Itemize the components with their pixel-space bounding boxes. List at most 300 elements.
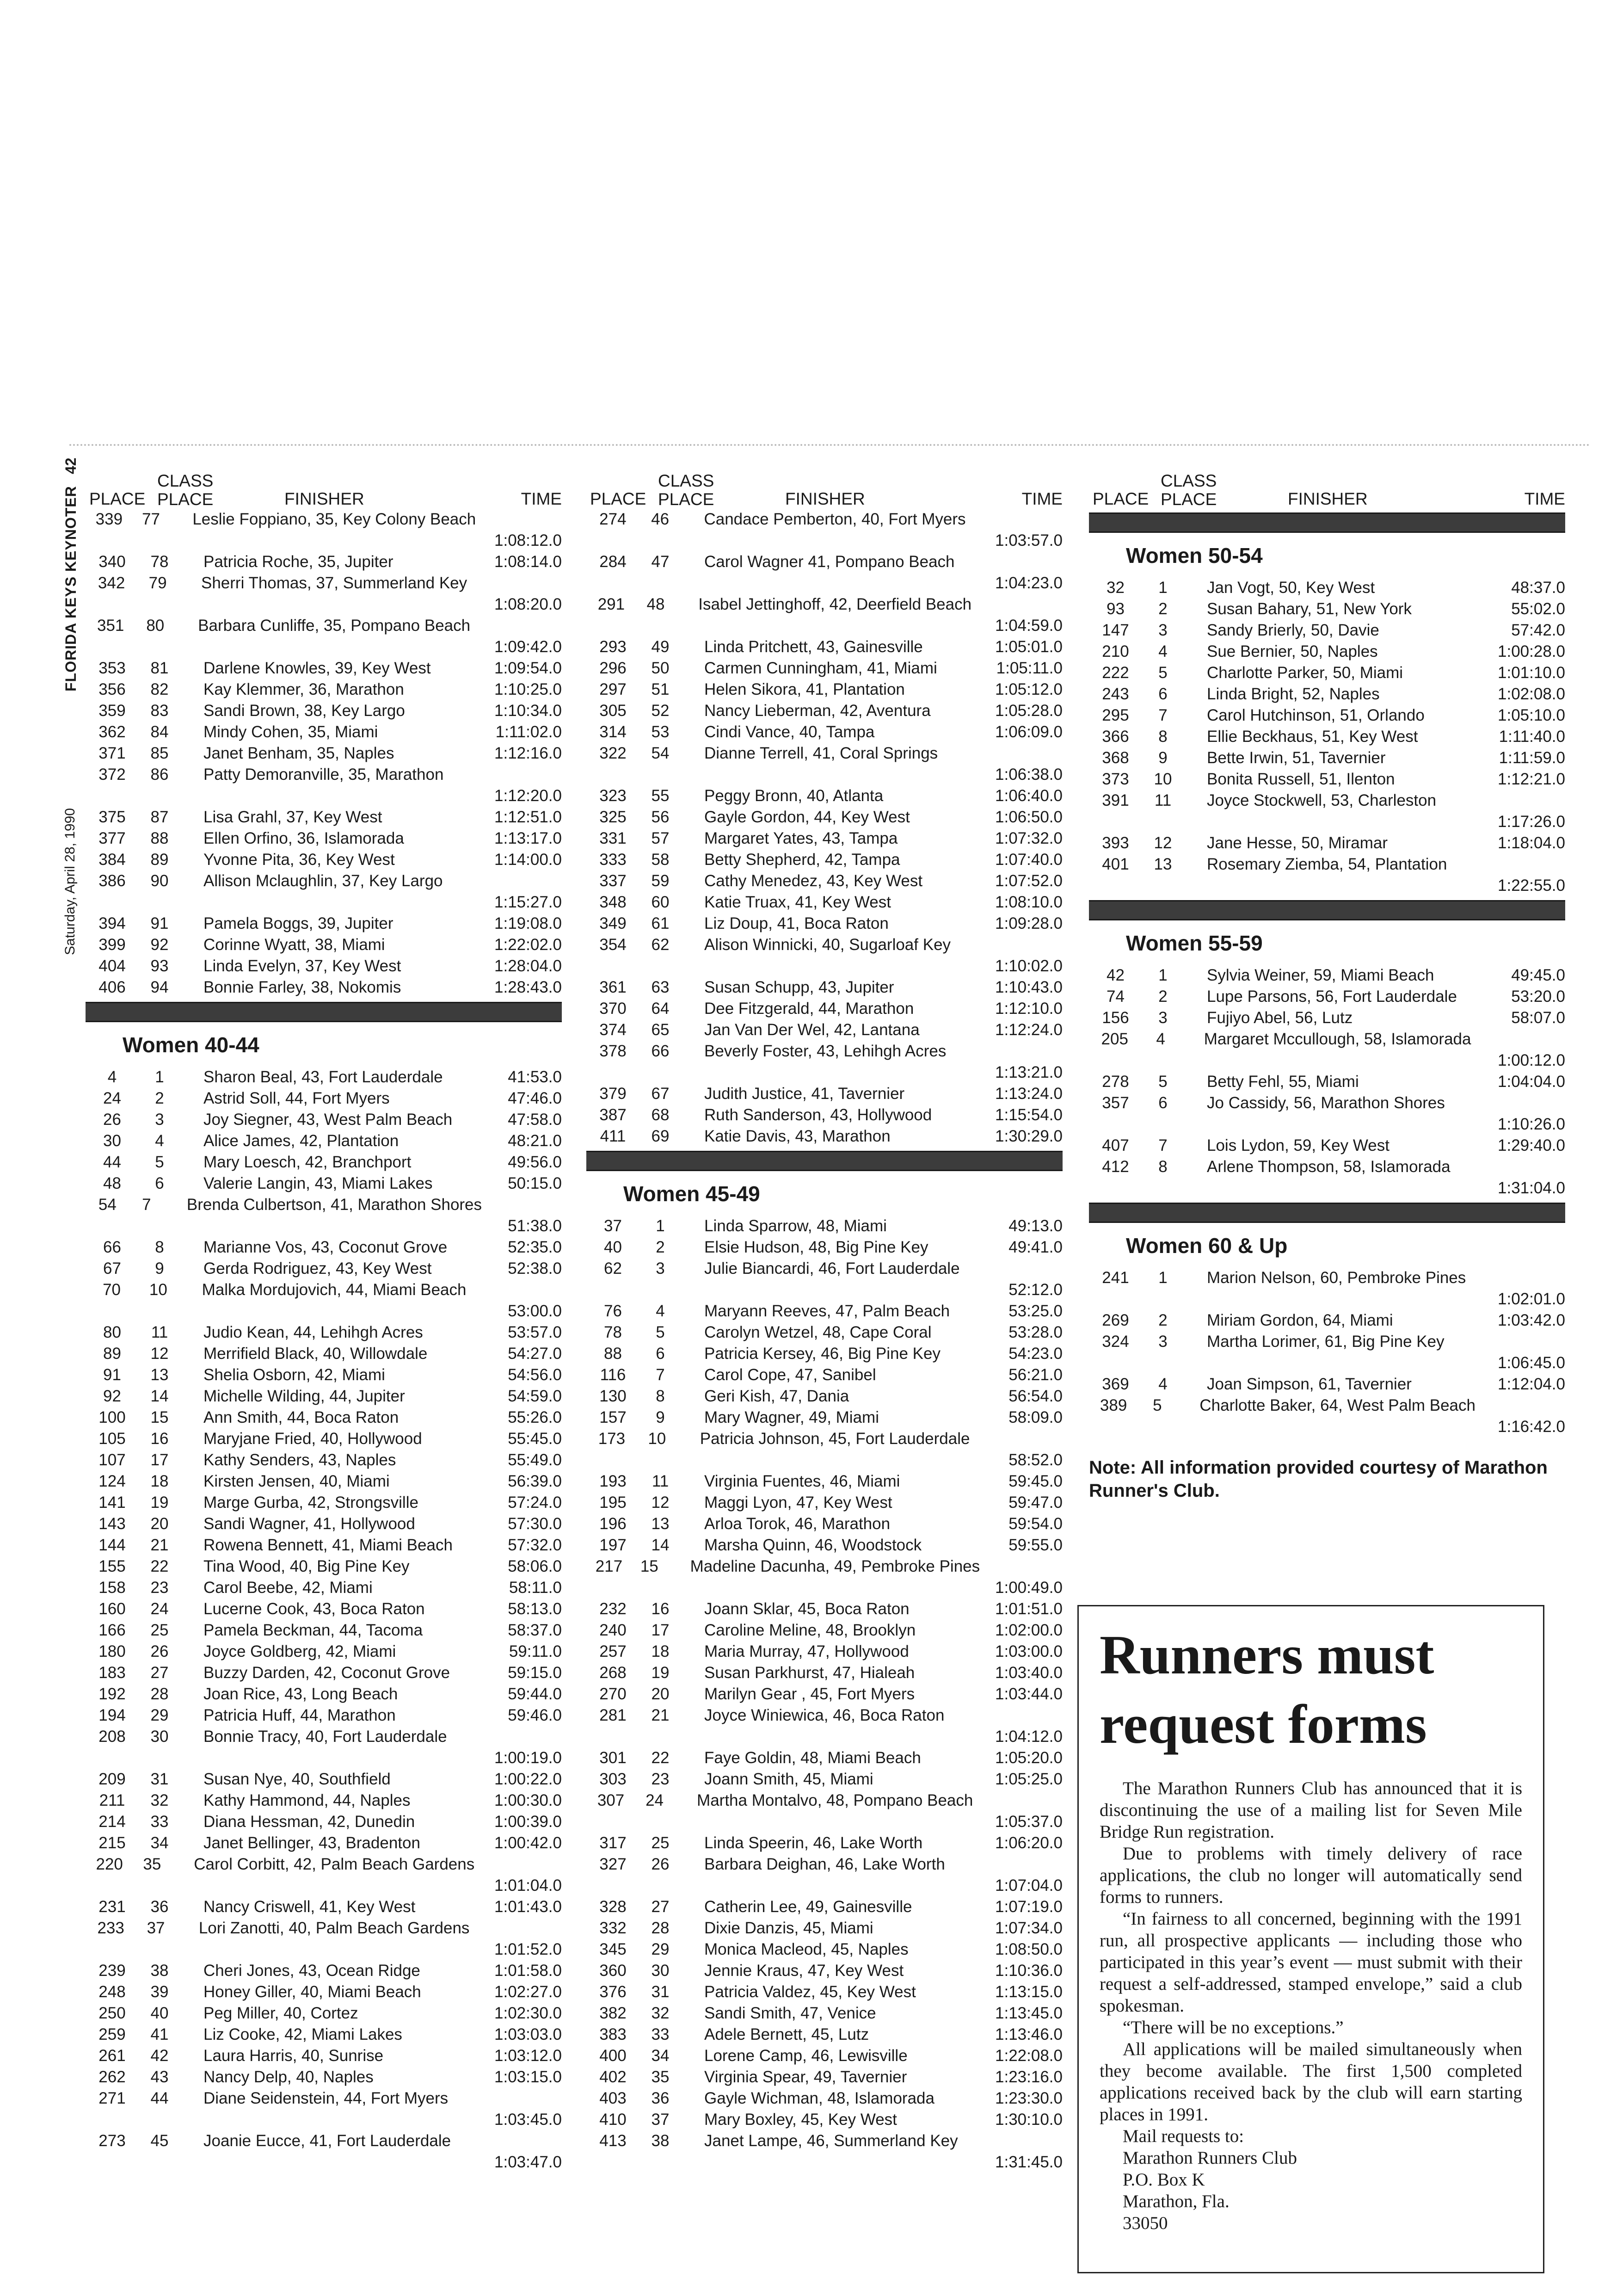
- result-row: [86, 679, 562, 700]
- finisher-name: Patricia Kersey, 46, Big Pine Key: [704, 1345, 941, 1363]
- finish-time: 1:05:10.0: [1498, 706, 1565, 724]
- finish-time: 1:18:04.0: [1498, 834, 1565, 852]
- section-title: Women 50-54: [1126, 543, 1263, 568]
- overall-place: 240: [599, 1621, 627, 1639]
- finisher-name: Lisa Grahl, 37, Key West: [203, 808, 382, 826]
- overall-place: 241: [1102, 1269, 1129, 1287]
- finish-time: 1:19:08.0: [494, 914, 562, 932]
- result-time-continuation: [1089, 1289, 1565, 1310]
- overall-place: 278: [1102, 1073, 1129, 1091]
- result-row: [86, 1152, 562, 1173]
- finish-time: 1:09:28.0: [995, 914, 1063, 932]
- overall-place: 208: [98, 1728, 126, 1746]
- finisher-name: Cathy Menedez, 43, Key West: [704, 872, 923, 890]
- finisher-name: Carol Hutchinson, 51, Orlando: [1207, 706, 1425, 724]
- result-time-continuation: [86, 1301, 562, 1322]
- class-place: 82: [150, 680, 169, 698]
- overall-place: 368: [1102, 749, 1129, 767]
- overall-place: 210: [1102, 642, 1129, 660]
- source-note: Note: All information provided courtesy of Marathon Runner's Club.: [1089, 1457, 1548, 1501]
- class-place: 50: [651, 659, 670, 677]
- finisher-name: Lupe Parsons, 56, Fort Lauderdale: [1207, 988, 1457, 1006]
- overall-place: 413: [599, 2132, 627, 2150]
- finish-time: 1:00:30.0: [494, 1791, 562, 1809]
- result-row: [86, 1322, 562, 1343]
- class-place: 78: [150, 553, 169, 571]
- article-body: [1100, 1778, 1522, 2125]
- overall-place: 192: [98, 1685, 126, 1703]
- class-place: 4: [656, 1302, 665, 1320]
- overall-place: 78: [604, 1323, 622, 1341]
- finish-time: 1:00:22.0: [494, 1770, 562, 1788]
- result-row: [586, 1041, 1063, 1062]
- overall-place: 173: [598, 1430, 626, 1448]
- overall-place: 362: [98, 723, 126, 741]
- header-class: CLASS: [658, 471, 714, 490]
- class-place: 29: [150, 1706, 169, 1724]
- overall-place: 410: [599, 2111, 627, 2129]
- finish-time: 58:52.0: [1008, 1451, 1063, 1469]
- overall-place: 24: [103, 1089, 121, 1107]
- finisher-name: Carol Beebe, 42, Miami: [203, 1579, 373, 1597]
- class-place: 87: [150, 808, 169, 826]
- finisher-name: Geri Kish, 47, Dania: [704, 1387, 849, 1405]
- class-place: 37: [147, 1919, 165, 1937]
- result-time-continuation: [86, 2109, 562, 2130]
- finish-time: 1:08:12.0: [494, 531, 562, 549]
- overall-place: 293: [599, 638, 627, 656]
- result-time-continuation: [586, 530, 1063, 551]
- finish-time: 1:13:15.0: [995, 1983, 1063, 2001]
- class-place: 52: [651, 702, 670, 720]
- finisher-name: Faye Goldin, 48, Miami Beach: [704, 1749, 921, 1767]
- finisher-name: Gayle Gordon, 44, Key West: [704, 808, 910, 826]
- overall-place: 89: [103, 1345, 121, 1363]
- header-class: CLASS: [157, 471, 214, 490]
- result-time-continuation: [586, 1450, 1063, 1471]
- finish-time: 1:03:40.0: [995, 1664, 1063, 1682]
- finisher-name: Sue Bernier, 50, Naples: [1207, 642, 1378, 660]
- finish-time: 1:00:42.0: [494, 1834, 562, 1852]
- finisher-name: Allison Mclaughlin, 37, Key Largo: [203, 872, 443, 890]
- finish-time: [965, 934, 1063, 956]
- overall-place: 100: [98, 1408, 126, 1426]
- finisher-name: Virginia Fuentes, 46, Miami: [704, 1472, 900, 1490]
- class-place: 27: [651, 1898, 670, 1916]
- finish-time: 54:59.0: [508, 1387, 562, 1405]
- class-place: 25: [150, 1621, 169, 1639]
- overall-place: 376: [599, 1983, 627, 2001]
- result-row: [86, 1556, 562, 1577]
- header-finisher: FINISHER: [785, 489, 865, 508]
- class-place: 67: [651, 1085, 670, 1103]
- result-row: [86, 1067, 562, 1088]
- overall-place: 384: [98, 851, 126, 869]
- result-row: [586, 1769, 1063, 1790]
- finisher-name: Susan Schupp, 43, Jupiter: [704, 978, 894, 996]
- class-place: 92: [150, 936, 169, 954]
- finish-time: 50:15.0: [508, 1174, 562, 1192]
- finisher-name: Sandi Brown, 38, Key Largo: [203, 702, 405, 720]
- result-row: [86, 1130, 562, 1152]
- result-row: [1089, 1310, 1565, 1331]
- class-place: 18: [651, 1642, 670, 1660]
- finish-time: 1:06:45.0: [1498, 1354, 1565, 1372]
- finish-time: [465, 2130, 562, 2152]
- finish-time: 1:05:11.0: [996, 659, 1063, 677]
- finish-time: 57:42.0: [1511, 621, 1565, 639]
- finisher-name: Barbara Deighan, 46, Lake Worth: [704, 1855, 945, 1873]
- finisher-name: Joy Siegner, 43, West Palm Beach: [203, 1111, 453, 1129]
- overall-place: 291: [597, 595, 625, 613]
- finisher-name: Jan Van Der Wel, 42, Lantana: [704, 1021, 920, 1039]
- overall-place: 232: [599, 1600, 627, 1618]
- finisher-name: Carol Corbitt, 42, Palm Beach Gardens: [194, 1855, 475, 1873]
- finish-time: 1:08:50.0: [995, 1940, 1063, 1958]
- finisher-name: Janet Benham, 35, Naples: [203, 744, 394, 762]
- overall-place: 370: [599, 1000, 627, 1018]
- result-row: [586, 1258, 1063, 1279]
- finish-time: 1:02:27.0: [494, 1983, 562, 2001]
- overall-place: 307: [597, 1791, 625, 1809]
- address-line: 33050: [1123, 2213, 1168, 2233]
- class-place: 64: [651, 1000, 670, 1018]
- overall-place: 391: [1102, 791, 1129, 809]
- overall-place: 67: [103, 1259, 121, 1278]
- finish-time: 53:25.0: [1008, 1302, 1063, 1320]
- result-row: [586, 1854, 1063, 1875]
- finish-time: 1:04:59.0: [995, 617, 1063, 635]
- overall-place: 345: [599, 1940, 627, 1958]
- page-sidebar: [55, 451, 83, 1006]
- finisher-name: Jo Cassidy, 56, Marathon Shores: [1207, 1094, 1445, 1112]
- results-rows: [586, 509, 1063, 2173]
- result-row: [586, 1105, 1063, 1126]
- overall-place: 147: [1102, 621, 1129, 639]
- class-place: 37: [651, 2111, 670, 2129]
- class-place: 33: [651, 2025, 670, 2043]
- class-place: 46: [651, 510, 670, 528]
- overall-place: 399: [98, 936, 126, 954]
- result-time-continuation: [86, 1216, 562, 1237]
- overall-place: 158: [98, 1579, 126, 1597]
- finisher-name: Lorene Camp, 46, Lewisville: [704, 2047, 908, 2065]
- result-row: [86, 1450, 562, 1471]
- finisher-name: Joann Smith, 45, Miami: [704, 1770, 873, 1788]
- result-row: [586, 785, 1063, 807]
- class-place: 22: [651, 1749, 670, 1767]
- finish-time: 1:09:42.0: [494, 638, 562, 656]
- result-time-continuation: [1089, 811, 1565, 833]
- result-time-continuation: [586, 1875, 1063, 1896]
- finisher-name: Marilyn Gear , 45, Fort Myers: [704, 1685, 915, 1703]
- finisher-name: Marge Gurba, 42, Strongsville: [203, 1494, 418, 1512]
- class-place: 11: [652, 1472, 669, 1490]
- finisher-name: Peggy Bronn, 40, Atlanta: [704, 787, 884, 805]
- column-header: [86, 458, 562, 509]
- result-row: [586, 1126, 1063, 1147]
- finish-time: [469, 1918, 562, 1939]
- overall-place: 400: [599, 2047, 627, 2065]
- finisher-name: Jan Vogt, 50, Key West: [1207, 579, 1375, 597]
- finisher-name: Susan Nye, 40, Southfield: [203, 1770, 391, 1788]
- finish-time: 1:04:12.0: [995, 1728, 1063, 1746]
- overall-place: 4: [107, 1068, 117, 1086]
- finish-time: 1:02:00.0: [995, 1621, 1063, 1639]
- finish-time: 1:01:43.0: [494, 1898, 562, 1916]
- result-row: [1089, 599, 1565, 620]
- finish-time: 1:01:10.0: [1498, 664, 1565, 682]
- finish-time: [467, 573, 562, 594]
- class-place: 36: [651, 2089, 670, 2107]
- article-paragraph: “There will be no exceptions.”: [1123, 2018, 1344, 2037]
- finish-time: 48:21.0: [508, 1132, 562, 1150]
- overall-place: 205: [1101, 1030, 1128, 1048]
- finish-time: [1468, 1156, 1565, 1178]
- result-row: [586, 870, 1063, 892]
- result-time-continuation: [586, 764, 1063, 785]
- class-place: 1: [1158, 1269, 1168, 1287]
- class-place: 8: [1158, 728, 1168, 746]
- finish-time: 55:26.0: [508, 1408, 562, 1426]
- finisher-name: Joyce Winiewica, 46, Boca Raton: [704, 1706, 945, 1724]
- finisher-name: Janet Lampe, 46, Summerland Key: [704, 2132, 958, 2150]
- finish-time: 1:10:36.0: [995, 1962, 1063, 1980]
- header-class-place: [157, 472, 213, 509]
- overall-place: 314: [599, 723, 627, 741]
- finisher-name: Maryjane Fried, 40, Hollywood: [203, 1430, 422, 1448]
- finish-time: 53:20.0: [1511, 988, 1565, 1006]
- overall-place: 93: [1107, 600, 1125, 618]
- finish-time: 1:30:10.0: [995, 2111, 1063, 2129]
- finisher-name: Yvonne Pita, 36, Key West: [203, 851, 395, 869]
- result-row: [86, 2130, 562, 2152]
- finish-time: 1:12:16.0: [494, 744, 562, 762]
- result-row: [586, 1343, 1063, 1364]
- result-row: [586, 1684, 1063, 1705]
- finisher-name: Corinne Wyatt, 38, Miami: [203, 936, 385, 954]
- finish-time: [476, 509, 562, 530]
- finisher-name: Jennie Kraus, 47, Key West: [704, 1962, 904, 1980]
- class-place: 36: [150, 1898, 169, 1916]
- finisher-name: Linda Speerin, 46, Lake Worth: [704, 1834, 923, 1852]
- finish-time: 1:15:27.0: [494, 893, 562, 911]
- class-place: 15: [150, 1408, 169, 1426]
- result-time-continuation: [586, 573, 1063, 594]
- class-place: 53: [651, 723, 670, 741]
- overall-place: 183: [98, 1664, 126, 1682]
- finisher-name: Merrifield Black, 40, Willowdale: [203, 1345, 428, 1363]
- class-place: 19: [150, 1494, 169, 1512]
- class-place: 31: [150, 1770, 169, 1788]
- class-place: 38: [150, 1962, 169, 1980]
- overall-place: 369: [1102, 1375, 1129, 1393]
- class-place: 4: [1158, 1375, 1168, 1393]
- finish-time: 1:22:55.0: [1498, 876, 1565, 895]
- finish-time: 1:00:12.0: [1498, 1051, 1565, 1069]
- result-row: [86, 1407, 562, 1428]
- class-place: 68: [651, 1106, 670, 1124]
- finisher-name: Sandy Brierly, 50, Davie: [1207, 621, 1379, 639]
- class-place: 5: [1158, 1073, 1168, 1091]
- overall-place: 214: [98, 1813, 126, 1831]
- result-row: [86, 2024, 562, 2045]
- result-row: [86, 849, 562, 870]
- overall-place: 74: [1107, 988, 1125, 1006]
- result-row: [1089, 1092, 1565, 1114]
- result-row: [586, 807, 1063, 828]
- finish-time: 1:02:08.0: [1498, 685, 1565, 703]
- result-time-continuation: [1089, 1416, 1565, 1438]
- finish-time: 1:05:12.0: [995, 680, 1063, 698]
- overall-place: 222: [1102, 664, 1129, 682]
- finish-time: 1:28:04.0: [494, 957, 562, 975]
- overall-place: 157: [599, 1408, 627, 1426]
- result-row: [1089, 662, 1565, 684]
- finish-time: 1:13:24.0: [995, 1085, 1063, 1103]
- result-row: [86, 615, 562, 636]
- result-time-continuation: [86, 2152, 562, 2173]
- overall-place: 375: [98, 808, 126, 826]
- overall-place: 105: [98, 1430, 126, 1448]
- result-row: [586, 1960, 1063, 1981]
- class-place: 2: [155, 1089, 164, 1107]
- finisher-name: Sandi Smith, 47, Venice: [704, 2004, 876, 2022]
- finisher-name: Madeline Dacunha, 49, Pembroke Pines: [690, 1557, 980, 1575]
- class-place: 89: [150, 851, 169, 869]
- finish-time: 1:03:42.0: [1498, 1311, 1565, 1329]
- finisher-name: Isabel Jettinghoff, 42, Deerfield Beach: [698, 595, 972, 613]
- class-place: 33: [150, 1813, 169, 1831]
- overall-place: 389: [1100, 1396, 1127, 1414]
- page-number: 42: [62, 457, 79, 474]
- finisher-name: Margaret Mccullough, 58, Islamorada: [1204, 1030, 1471, 1048]
- overall-place: 259: [98, 2025, 126, 2043]
- result-row: [1089, 833, 1565, 854]
- overall-place: 407: [1102, 1136, 1129, 1154]
- class-place: 26: [150, 1642, 169, 1660]
- finisher-name: Patricia Johnson, 45, Fort Lauderdale: [700, 1430, 970, 1448]
- finish-time: 52:38.0: [508, 1259, 562, 1278]
- result-row: [586, 1471, 1063, 1492]
- class-place: 24: [646, 1791, 664, 1809]
- class-place: 77: [142, 510, 160, 528]
- finish-time: 1:03:44.0: [995, 1685, 1063, 1703]
- class-place: 51: [651, 680, 670, 698]
- result-time-continuation: [586, 1811, 1063, 1833]
- finisher-name: Joan Rice, 43, Long Beach: [203, 1685, 398, 1703]
- finisher-name: Patricia Valdez, 45, Key West: [704, 1983, 916, 2001]
- section-divider-bar: [1089, 1203, 1565, 1223]
- class-place: 9: [656, 1408, 665, 1426]
- overall-place: 323: [599, 787, 627, 805]
- class-place: 28: [150, 1685, 169, 1703]
- class-place: 7: [656, 1366, 665, 1384]
- result-row: [1089, 790, 1565, 811]
- finish-time: 1:13:21.0: [995, 1063, 1063, 1081]
- finisher-name: Monica Macleod, 45, Naples: [704, 1940, 909, 1958]
- class-place: 1: [155, 1068, 164, 1086]
- finish-time: [467, 1279, 562, 1301]
- finish-time: 1:00:39.0: [494, 1813, 562, 1831]
- result-row: [86, 2003, 562, 2024]
- finish-time: 1:12:10.0: [995, 1000, 1063, 1018]
- finisher-name: Catherin Lee, 49, Gainesville: [704, 1898, 912, 1916]
- finisher-name: Martha Montalvo, 48, Pompano Beach: [697, 1791, 973, 1809]
- finisher-name: Barbara Cunliffe, 35, Pompano Beach: [198, 617, 471, 635]
- class-place: 34: [651, 2047, 670, 2065]
- finish-time: 1:13:46.0: [995, 2025, 1063, 2043]
- finisher-name: Ann Smith, 44, Boca Raton: [203, 1408, 399, 1426]
- class-place: 26: [651, 1855, 670, 1873]
- finisher-name: Dixie Danzis, 45, Miami: [704, 1919, 873, 1937]
- finisher-name: Darlene Knowles, 39, Key West: [203, 659, 431, 677]
- result-row: [586, 679, 1063, 700]
- class-place: 16: [651, 1600, 670, 1618]
- overall-place: 250: [98, 2004, 126, 2022]
- overall-place: 143: [98, 1515, 126, 1533]
- finish-time: [1471, 1029, 1565, 1050]
- finish-time: 49:41.0: [1008, 1238, 1063, 1256]
- overall-place: 324: [1102, 1333, 1129, 1351]
- finish-time: 55:45.0: [508, 1430, 562, 1448]
- result-row: [586, 934, 1063, 956]
- class-place: 9: [155, 1259, 164, 1278]
- class-place: 3: [155, 1111, 164, 1129]
- finisher-name: Joan Simpson, 61, Tavernier: [1207, 1375, 1412, 1393]
- finish-time: 49:45.0: [1511, 966, 1565, 984]
- finish-time: [1468, 1331, 1565, 1352]
- result-time-continuation: [1089, 875, 1565, 896]
- overall-place: 337: [599, 872, 627, 890]
- finisher-name: Linda Evelyn, 37, Key West: [203, 957, 401, 975]
- overall-place: 327: [599, 1855, 627, 1873]
- class-place: 61: [651, 914, 670, 932]
- class-place: 7: [1158, 706, 1168, 724]
- result-row: [586, 2130, 1063, 2152]
- class-place: 44: [150, 2089, 169, 2107]
- finisher-name: Tina Wood, 40, Big Pine Key: [203, 1557, 410, 1575]
- result-row: [1089, 1007, 1565, 1029]
- overall-place: 340: [98, 553, 126, 571]
- class-place: 14: [651, 1536, 670, 1554]
- class-place: 54: [651, 744, 670, 762]
- result-time-continuation: [586, 1726, 1063, 1747]
- finish-time: 1:08:10.0: [995, 893, 1063, 911]
- header-class-place: [658, 472, 714, 509]
- class-place: 6: [155, 1174, 164, 1192]
- overall-place: 371: [98, 744, 126, 762]
- finish-time: 1:12:24.0: [995, 1021, 1063, 1039]
- result-row: [586, 1407, 1063, 1428]
- finish-time: 1:06:09.0: [995, 723, 1063, 741]
- finish-time: 49:13.0: [1008, 1217, 1063, 1235]
- overall-place: 305: [599, 702, 627, 720]
- class-place: 84: [150, 723, 169, 741]
- overall-place: 270: [599, 1685, 627, 1703]
- overall-place: 66: [103, 1238, 121, 1256]
- finish-time: 53:00.0: [508, 1302, 562, 1320]
- finish-time: 1:08:14.0: [494, 553, 562, 571]
- overall-place: 404: [98, 957, 126, 975]
- result-row: [586, 2067, 1063, 2088]
- overall-place: 30: [103, 1132, 121, 1150]
- results-column-2: [586, 458, 1063, 2173]
- overall-place: 141: [98, 1494, 126, 1512]
- class-place: 62: [651, 936, 670, 954]
- header-class-place-label: PLACE: [658, 490, 714, 509]
- finish-time: 59:54.0: [1008, 1515, 1063, 1533]
